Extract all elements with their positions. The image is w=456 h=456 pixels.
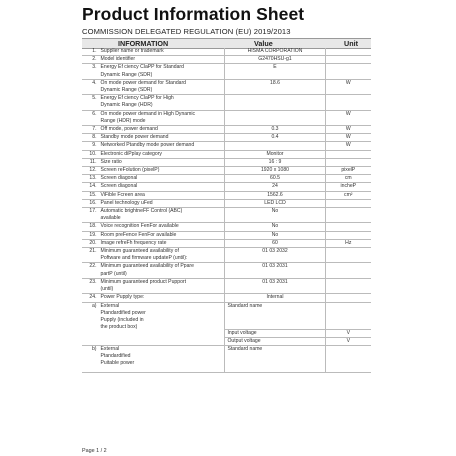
row-label-line: (until) bbox=[100, 286, 114, 293]
row-label-line: Model identifier bbox=[100, 56, 136, 63]
row-number: 9. bbox=[82, 142, 99, 150]
regulation-subtitle: COMMISSION DELEGATED REGULATION (EU) 2019/2013 bbox=[82, 27, 291, 36]
row-unit bbox=[325, 248, 371, 263]
table-row bbox=[82, 126, 371, 134]
row-unit bbox=[325, 294, 371, 302]
row-label-line: Energy Ef ciency ClaPP for High bbox=[100, 95, 174, 102]
row-value bbox=[225, 142, 325, 150]
row-label bbox=[99, 134, 225, 142]
row-label-line: Room preFence FenFor available bbox=[100, 231, 177, 238]
row-label bbox=[99, 175, 225, 183]
row-label bbox=[99, 79, 225, 94]
row-number: 13. bbox=[82, 175, 99, 183]
psu-label-line: Ptandardified bbox=[100, 353, 131, 360]
row-label bbox=[99, 142, 225, 150]
row-label bbox=[99, 150, 225, 158]
psu-label bbox=[99, 345, 225, 372]
row-label bbox=[99, 56, 225, 64]
row-label bbox=[99, 110, 225, 125]
row-value: 0.4 bbox=[225, 134, 325, 142]
row-value: 16 : 9 bbox=[225, 158, 325, 166]
psu-number: b) bbox=[82, 345, 99, 372]
row-number: 20. bbox=[82, 239, 99, 247]
row-unit bbox=[325, 199, 371, 207]
row-label bbox=[99, 223, 225, 231]
row-label-line: Screen diagonal bbox=[100, 175, 138, 182]
psu-sub-unit bbox=[325, 302, 371, 329]
row-label-line: partP (until) bbox=[100, 270, 127, 277]
row-unit: W bbox=[325, 134, 371, 142]
table-row bbox=[82, 95, 371, 110]
row-number: 18. bbox=[82, 223, 99, 231]
psu-number: a) bbox=[82, 302, 99, 345]
row-label-line: Power Pupply type: bbox=[100, 294, 145, 301]
row-value: G2470HSU-g1 bbox=[225, 56, 325, 64]
row-label bbox=[99, 158, 225, 166]
row-number: 6. bbox=[82, 110, 99, 125]
psu-sub-label: Standard name bbox=[225, 302, 325, 329]
row-label bbox=[99, 294, 225, 302]
row-label bbox=[99, 208, 225, 223]
row-label-line: Dynamic Range (SDR) bbox=[100, 87, 153, 94]
row-label-line: Dynamic Range (HDR) bbox=[100, 102, 153, 109]
row-unit bbox=[325, 150, 371, 158]
row-number: 7. bbox=[82, 126, 99, 134]
table-row bbox=[82, 223, 371, 231]
row-label-line: Voice recognition FenFor available bbox=[100, 223, 179, 230]
row-label-line: Size ratio bbox=[100, 158, 122, 165]
row-label-line: Screen diagonal bbox=[100, 183, 138, 190]
row-label-line: Supplier name or trademark bbox=[100, 48, 164, 54]
table-row bbox=[82, 167, 371, 175]
psu-label-line: External bbox=[100, 302, 120, 309]
table-row bbox=[82, 199, 371, 207]
table-row bbox=[82, 134, 371, 142]
page-footer: Page 1 / 2 bbox=[82, 448, 107, 454]
row-unit bbox=[325, 231, 371, 239]
psu-label-line: Puitable power bbox=[100, 360, 135, 367]
row-label-line: On mode power demand in High Dynamic bbox=[100, 110, 196, 117]
row-label-line: Poftware and firmware updateP (until): bbox=[100, 255, 188, 262]
row-value: No bbox=[225, 223, 325, 231]
row-unit: W bbox=[325, 142, 371, 150]
row-unit: W bbox=[325, 110, 371, 125]
row-unit bbox=[325, 48, 371, 56]
table-row bbox=[82, 231, 371, 239]
row-label bbox=[99, 199, 225, 207]
row-label bbox=[99, 183, 225, 191]
row-label bbox=[99, 239, 225, 247]
row-number: 2. bbox=[82, 56, 99, 64]
psu-sub-label: Output voltage bbox=[225, 337, 325, 345]
row-number: 16. bbox=[82, 199, 99, 207]
row-unit bbox=[325, 158, 371, 166]
row-unit: W bbox=[325, 126, 371, 134]
row-unit: W bbox=[325, 79, 371, 94]
table-row bbox=[82, 294, 371, 302]
row-number: 24. bbox=[82, 294, 99, 302]
row-unit: cm bbox=[325, 175, 371, 183]
row-label-line: Minimum guaranteed product Pupport bbox=[100, 278, 187, 285]
row-number: 10. bbox=[82, 150, 99, 158]
row-value: 01 03 2031 bbox=[225, 278, 325, 293]
row-label-line: Minimum guaranteed availability of Ppare bbox=[100, 263, 194, 270]
row-label-line: Networked Ptandby mode power demand bbox=[100, 142, 195, 149]
row-unit bbox=[325, 263, 371, 278]
table-row bbox=[82, 239, 371, 247]
table-row bbox=[82, 64, 371, 79]
row-label-line: Screen reFolution (pixelP) bbox=[100, 167, 160, 174]
row-label-line: Automatic brightneFF Control (ABC) bbox=[100, 208, 183, 215]
row-number: 17. bbox=[82, 208, 99, 223]
row-value: No bbox=[225, 231, 325, 239]
row-label-line: Minimum guaranteed availability of bbox=[100, 248, 179, 255]
row-label-line: ViFible Fcreen area bbox=[100, 191, 145, 198]
table-row bbox=[82, 48, 371, 56]
row-value: HISMA CORPORATION bbox=[225, 48, 325, 56]
table-row bbox=[82, 79, 371, 94]
row-label-line: Image refreFh frequency rate bbox=[100, 239, 167, 246]
row-unit bbox=[325, 278, 371, 293]
table-row bbox=[82, 208, 371, 223]
header-information: INFORMATION bbox=[118, 39, 169, 48]
row-label bbox=[99, 48, 225, 56]
row-value bbox=[225, 110, 325, 125]
row-unit: pixelP bbox=[325, 167, 371, 175]
row-label bbox=[99, 95, 225, 110]
row-value: 01 03 2031 bbox=[225, 263, 325, 278]
row-label-line: Range (HDR) mode bbox=[100, 117, 146, 124]
table-row bbox=[82, 263, 371, 278]
row-unit bbox=[325, 56, 371, 64]
table-row bbox=[82, 248, 371, 263]
table-row bbox=[82, 158, 371, 166]
row-label bbox=[99, 231, 225, 239]
row-number: 3. bbox=[82, 64, 99, 79]
row-unit: incheP bbox=[325, 183, 371, 191]
psu-row bbox=[82, 302, 371, 329]
row-label-line: On mode power demand for Standard bbox=[100, 79, 187, 86]
row-label bbox=[99, 191, 225, 199]
row-value: E bbox=[225, 64, 325, 79]
row-unit bbox=[325, 64, 371, 79]
row-number: 12. bbox=[82, 167, 99, 175]
row-label-line: Panel technology uFed bbox=[100, 199, 153, 206]
table-row bbox=[82, 191, 371, 199]
psu-row bbox=[82, 345, 371, 372]
psu-sub-label: Input voltage bbox=[225, 329, 325, 337]
row-value: LED LCD bbox=[225, 199, 325, 207]
row-label-line: Off mode, power demand bbox=[100, 126, 158, 133]
row-value: Internal bbox=[225, 294, 325, 302]
row-value: Monitor bbox=[225, 150, 325, 158]
row-value bbox=[225, 95, 325, 110]
row-value: 1562.6 bbox=[225, 191, 325, 199]
table-row bbox=[82, 183, 371, 191]
row-unit: Hz bbox=[325, 239, 371, 247]
spec-table bbox=[82, 48, 371, 373]
row-number: 15. bbox=[82, 191, 99, 199]
row-unit bbox=[325, 208, 371, 223]
row-number: 21. bbox=[82, 248, 99, 263]
table-row bbox=[82, 150, 371, 158]
table-row bbox=[82, 56, 371, 64]
row-label bbox=[99, 126, 225, 134]
row-label-line: Energy Ef ciency ClaPP for Standard bbox=[100, 64, 184, 71]
header-unit: Unit bbox=[344, 39, 358, 48]
row-label-line: available bbox=[100, 215, 121, 222]
row-value: 1920 x 1080 bbox=[225, 167, 325, 175]
row-value: No bbox=[225, 208, 325, 223]
table-row bbox=[82, 110, 371, 125]
row-label bbox=[99, 167, 225, 175]
row-label-line: Dynamic Range (SDR) bbox=[100, 71, 153, 78]
header-value: Value bbox=[254, 39, 273, 48]
psu-sub-unit: V bbox=[325, 329, 371, 337]
row-value: 01 03 2032 bbox=[225, 248, 325, 263]
page-title: Product Information Sheet bbox=[82, 4, 305, 24]
row-value: 60.5 bbox=[225, 175, 325, 183]
row-number: 1. bbox=[82, 48, 99, 56]
row-unit bbox=[325, 95, 371, 110]
row-label bbox=[99, 278, 225, 293]
table-row bbox=[82, 142, 371, 150]
row-unit bbox=[325, 223, 371, 231]
row-label bbox=[99, 64, 225, 79]
row-unit: cm² bbox=[325, 191, 371, 199]
row-number: 19. bbox=[82, 231, 99, 239]
row-value: 0.3 bbox=[225, 126, 325, 134]
row-label bbox=[99, 263, 225, 278]
psu-sub-unit bbox=[325, 345, 371, 372]
row-number: 4. bbox=[82, 79, 99, 94]
psu-sub-unit: V bbox=[325, 337, 371, 345]
row-value: 18.6 bbox=[225, 79, 325, 94]
psu-label bbox=[99, 302, 225, 345]
psu-label-line: the product box) bbox=[100, 324, 138, 331]
table-row bbox=[82, 278, 371, 293]
row-number: 11. bbox=[82, 158, 99, 166]
row-number: 22. bbox=[82, 263, 99, 278]
row-number: 23. bbox=[82, 278, 99, 293]
row-label bbox=[99, 248, 225, 263]
row-label-line: Standby mode power demand bbox=[100, 134, 169, 141]
row-number: 14. bbox=[82, 183, 99, 191]
psu-label-line: External bbox=[100, 345, 120, 352]
psu-label-line: Pupply (included in bbox=[100, 316, 144, 323]
psu-sub-label: Standard name bbox=[225, 345, 325, 372]
row-label-line: Electronic diPplay category bbox=[100, 150, 162, 157]
row-value: 60 bbox=[225, 239, 325, 247]
row-number: 5. bbox=[82, 95, 99, 110]
psu-label-line: Ptandardified power bbox=[100, 309, 146, 316]
table-row bbox=[82, 175, 371, 183]
row-value: 24 bbox=[225, 183, 325, 191]
row-number: 8. bbox=[82, 134, 99, 142]
